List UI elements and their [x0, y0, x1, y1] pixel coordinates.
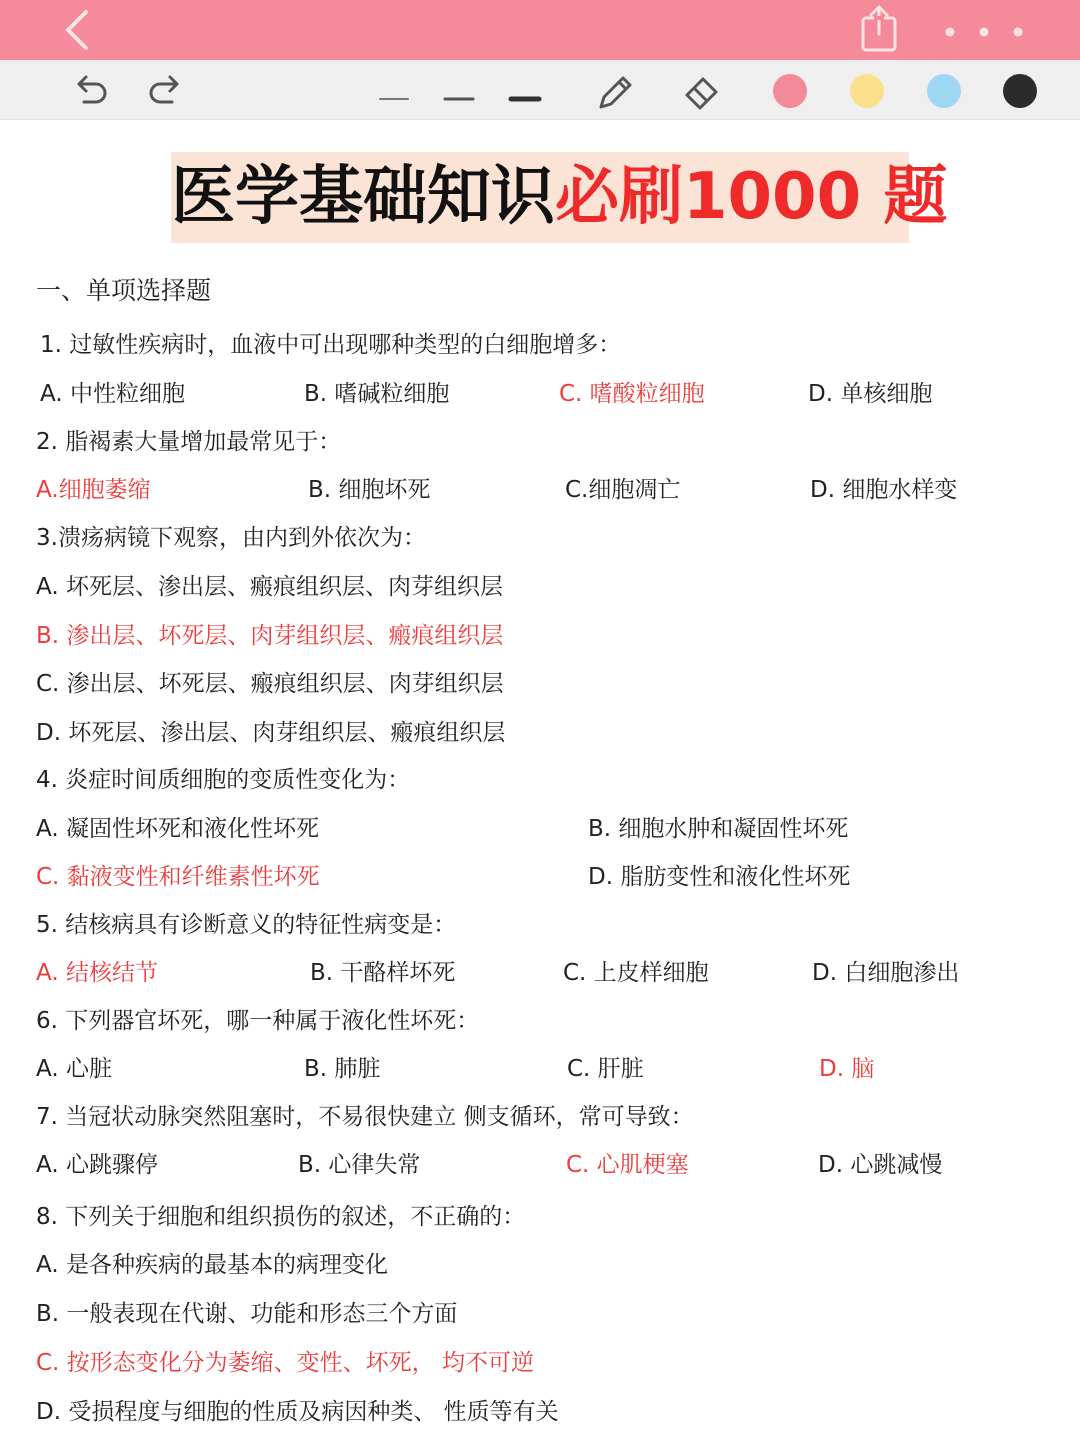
- option-1a: A. 中性粒细胞: [40, 381, 185, 407]
- option-1b: B. 嗜碱粒细胞: [304, 381, 450, 407]
- option-7d: D. 心跳减慢: [818, 1152, 943, 1178]
- option-6c: C. 肝脏: [567, 1056, 644, 1082]
- title-black-part: 医学基础知识: [171, 160, 555, 234]
- title-banner: [171, 152, 948, 243]
- option-5b: B. 干酪样坏死: [310, 960, 456, 986]
- pen-color-yellow[interactable]: [850, 74, 884, 108]
- pen-color-blue[interactable]: [927, 74, 961, 108]
- option-5a-answer: A. 结核结节: [36, 960, 158, 986]
- pen-icon: [592, 68, 636, 112]
- option-2c: C.细胞凋亡: [565, 477, 681, 503]
- option-8b: B. 一般表现在代谢、功能和形态三个方面: [36, 1301, 458, 1327]
- page-title: [171, 152, 948, 243]
- stroke-thick-button[interactable]: [503, 68, 547, 112]
- option-4d: D. 脂肪变性和液化性坏死: [588, 864, 851, 890]
- option-2a-answer: A.细胞萎缩: [36, 477, 151, 503]
- more-dots-icon: [936, 14, 1032, 50]
- drawing-toolbar: [0, 60, 1080, 120]
- top-bar: [0, 0, 1080, 60]
- option-6b: B. 肺脏: [304, 1056, 381, 1082]
- chevron-left-icon: [58, 8, 102, 52]
- option-2b: B. 细胞坏死: [308, 477, 431, 503]
- redo-button[interactable]: [144, 68, 188, 112]
- redo-icon: [144, 68, 188, 112]
- stroke-medium-button[interactable]: [437, 68, 481, 112]
- question-1: 1. 过敏性疾病时，血液中可出现哪种类型的白细胞增多：: [40, 332, 622, 358]
- undo-button[interactable]: [68, 68, 112, 112]
- section-heading: 一、单项选择题: [36, 276, 212, 305]
- option-1d: D. 单核细胞: [808, 381, 933, 407]
- back-button[interactable]: [58, 8, 102, 52]
- option-5c: C. 上皮样细胞: [563, 960, 709, 986]
- option-7c-answer: C. 心肌梗塞: [566, 1152, 689, 1178]
- option-7a: A. 心跳骤停: [36, 1152, 158, 1178]
- question-8: 8. 下列关于细胞和组织损伤的叙述，不正确的：: [36, 1204, 526, 1230]
- stroke-medium-icon: [437, 68, 481, 112]
- option-3b-answer: B. 渗出层、坏死层、肉芽组织层、瘢痕组织层: [36, 623, 504, 649]
- option-4b: B. 细胞水肿和凝固性坏死: [588, 816, 849, 842]
- option-4a: A. 凝固性坏死和液化性坏死: [36, 816, 319, 842]
- title-red-part: 必刷1000 题: [555, 160, 948, 234]
- question-4: 4. 炎症时间质细胞的变质性变化为：: [36, 767, 411, 793]
- option-3d: D. 坏死层、渗出层、肉芽组织层、瘢痕组织层: [36, 720, 506, 746]
- stroke-thick-icon: [503, 68, 547, 112]
- option-1c-answer: C. 嗜酸粒细胞: [559, 381, 705, 407]
- option-2d: D. 细胞水样变: [810, 477, 958, 503]
- share-button[interactable]: [856, 4, 902, 54]
- pen-button[interactable]: [592, 68, 636, 112]
- question-6: 6. 下列器官坏死，哪一种属于液化性坏死：: [36, 1008, 480, 1034]
- stroke-thin-icon: [372, 68, 416, 112]
- eraser-button[interactable]: [679, 68, 723, 112]
- option-3c: C. 渗出层、坏死层、瘢痕组织层、肉芽组织层: [36, 671, 504, 697]
- option-7b: B. 心律失常: [298, 1152, 421, 1178]
- pen-color-pink[interactable]: [773, 74, 807, 108]
- option-3a: A. 坏死层、渗出层、瘢痕组织层、肉芽组织层: [36, 574, 503, 600]
- undo-icon: [68, 68, 112, 112]
- option-4c-answer: C. 黏液变性和纤维素性坏死: [36, 864, 320, 890]
- option-6a: A. 心脏: [36, 1056, 112, 1082]
- stroke-thin-button[interactable]: [372, 68, 416, 112]
- more-button[interactable]: [936, 14, 1032, 50]
- eraser-icon: [679, 68, 723, 112]
- question-5: 5. 结核病具有诊断意义的特征性病变是：: [36, 912, 457, 938]
- option-6d-answer: D. 脑: [819, 1056, 875, 1082]
- share-icon: [856, 4, 902, 54]
- option-5d: D. 白细胞渗出: [812, 960, 960, 986]
- question-7: 7. 当冠状动脉突然阻塞时，不易很快建立 侧支循环，常可导致：: [36, 1104, 694, 1130]
- question-2: 2. 脂褐素大量增加最常见于：: [36, 429, 342, 455]
- question-3: 3.溃疡病镜下观察，由内到外依次为：: [36, 525, 426, 551]
- option-8c-answer: C. 按形态变化分为萎缩、变性、坏死， 均不可逆: [36, 1350, 534, 1376]
- option-8a: A. 是各种疾病的最基本的病理变化: [36, 1252, 388, 1278]
- option-8d: D. 受损程度与细胞的性质及病因种类、 性质等有关: [36, 1399, 559, 1425]
- pen-color-black[interactable]: [1003, 74, 1037, 108]
